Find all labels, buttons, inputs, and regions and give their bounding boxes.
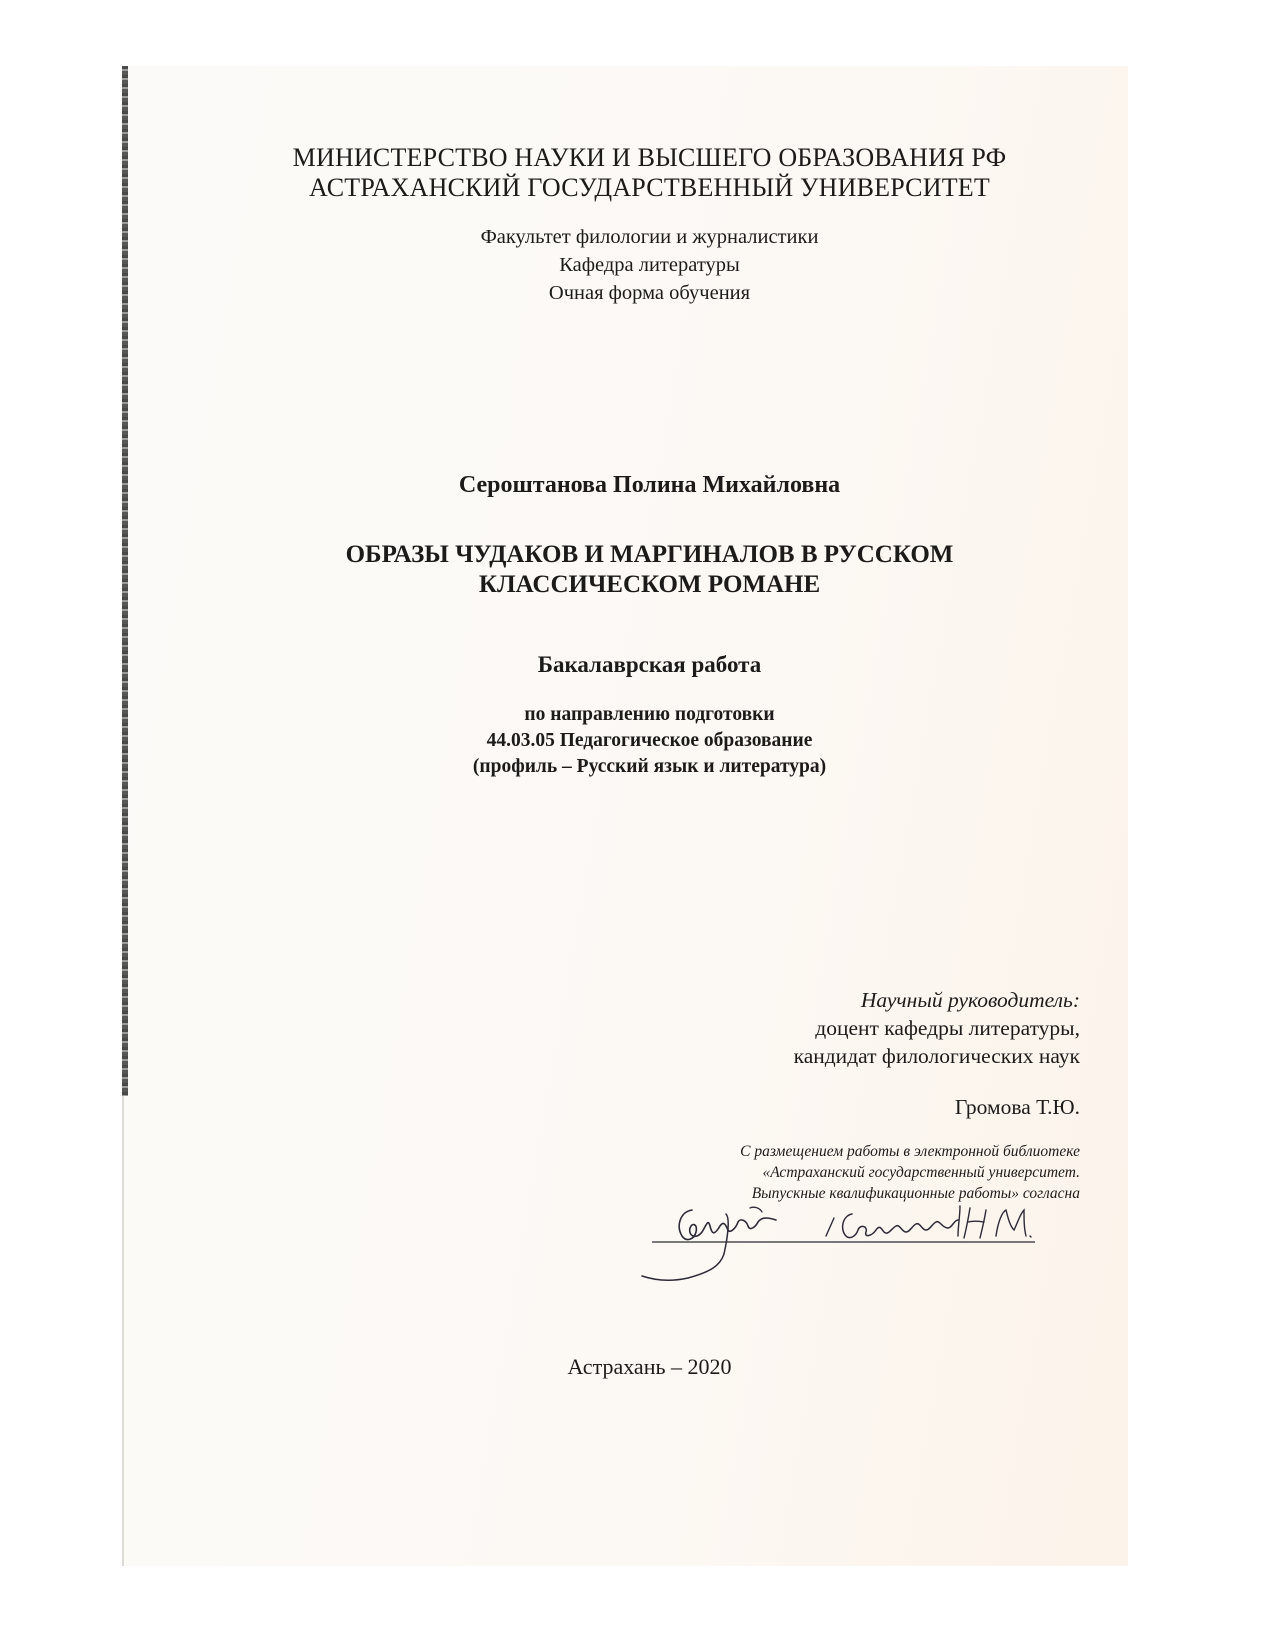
consent-line-2: «Астраханский государственный университет. [762, 1164, 1080, 1181]
city-year: Астрахань – 2020 [567, 1354, 732, 1379]
department-name: Кафедра литературы [559, 254, 740, 276]
faculty-name: Факультет филологии и журналистики [480, 226, 819, 248]
thesis-title-line-1: ОБРАЗЫ ЧУДАКОВ И МАРГИНАЛОВ В РУССКОМ [345, 541, 954, 568]
supervisor-position-2: кандидат филологических наук [793, 1044, 1080, 1068]
supervisor-position-1: доцент кафедры литературы, [815, 1016, 1080, 1040]
work-type: Бакалаврская работа [537, 652, 762, 677]
consent-line-1: С размещением работы в электронной библиотеке [740, 1143, 1080, 1160]
handwritten-signature [630, 1196, 1050, 1286]
thesis-title-line-2: КЛАССИЧЕСКОМ РОМАНЕ [478, 571, 821, 598]
ministry-name: МИНИСТЕРСТВО НАУКИ И ВЫСШЕГО ОБРАЗОВАНИЯ РФ [292, 143, 1007, 172]
signature-drawing [630, 1196, 1050, 1286]
consent-line-3: Выпускные квалификационные работы» согласна [751, 1185, 1080, 1202]
university-name: АСТРАХАНСКИЙ ГОСУДАРСТВЕННЫЙ УНИВЕРСИТЕТ [309, 173, 990, 202]
direction-line-2: 44.03.05 Педагогическое образование [486, 730, 813, 751]
binding-edge-lower [122, 1096, 124, 1566]
author-name: Сероштанова Полина Михайловна [458, 472, 841, 498]
study-form: Очная форма обучения [548, 282, 751, 304]
supervisor-name: Громова Т.Ю. [954, 1095, 1080, 1119]
direction-line-3: (профиль – Русский язык и литература) [472, 756, 827, 777]
supervisor-label: Научный руководитель: [860, 988, 1080, 1012]
direction-line-1: по направлению подготовки [524, 704, 775, 725]
